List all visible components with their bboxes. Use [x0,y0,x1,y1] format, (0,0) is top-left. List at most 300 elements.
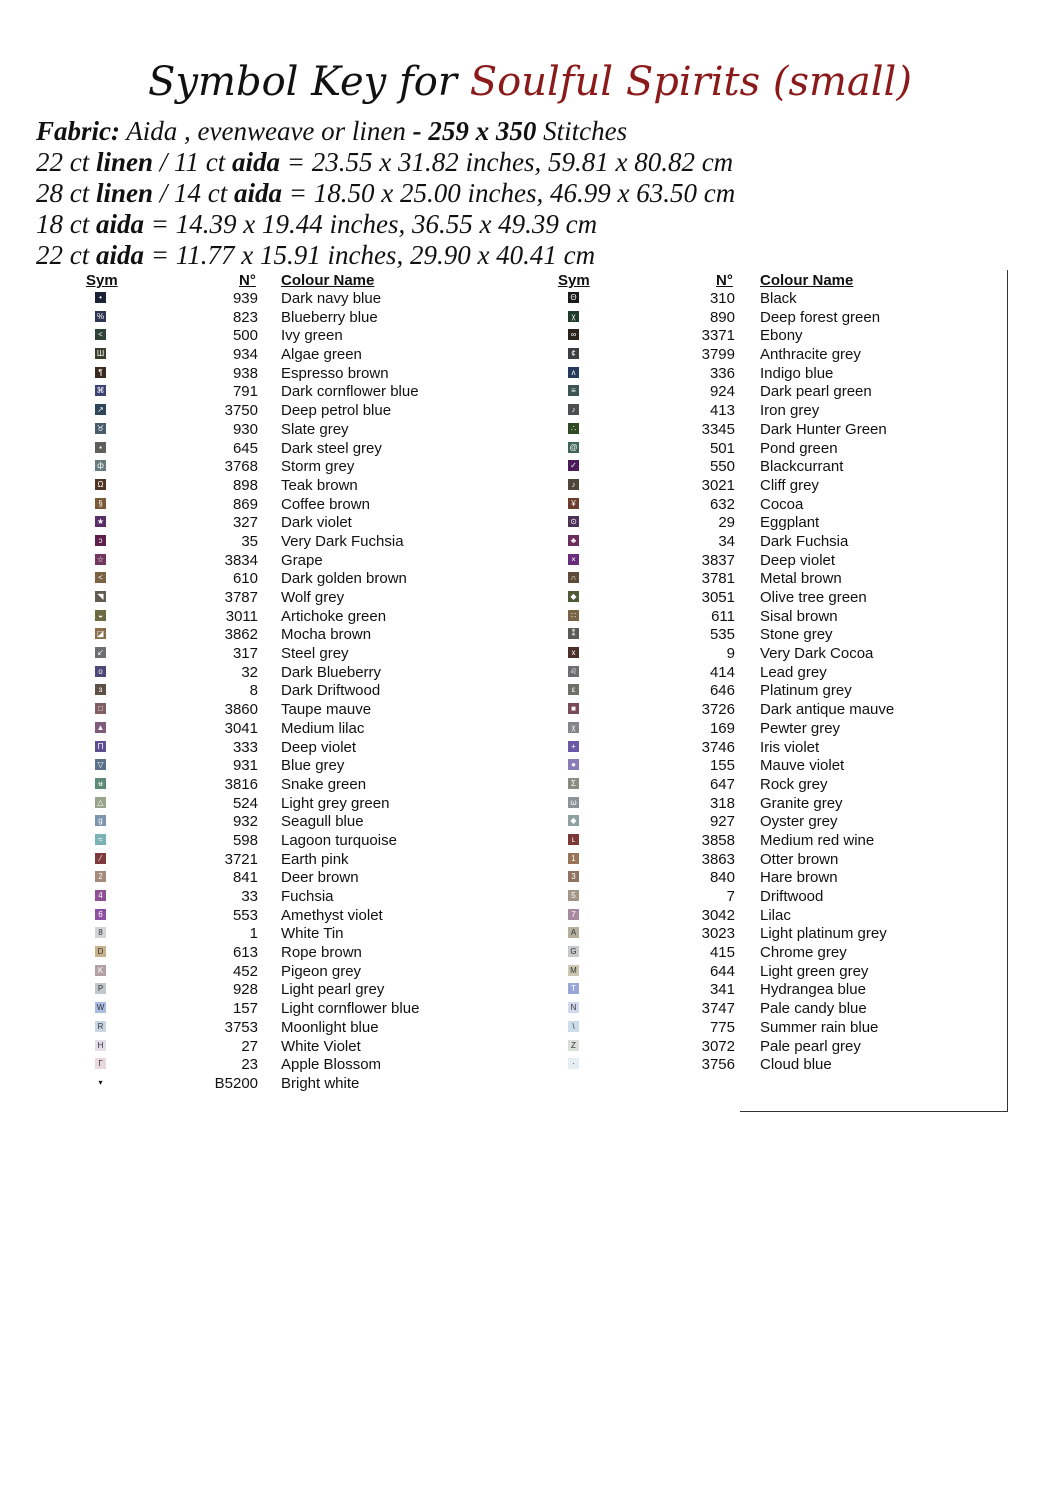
colour-name: Lagoon turquoise [281,831,397,849]
thread-number: 3858 [701,831,735,849]
symbol-swatch: ◒ [95,610,106,621]
count-mid: / 11 ct [153,147,233,177]
thread-number: 3721 [224,850,258,868]
colour-name: Very Dark Fuchsia [281,532,404,550]
thread-number: 3860 [224,701,258,719]
colour-name: Dark Blueberry [281,663,382,681]
symbol-swatch: ⁑ [568,628,579,639]
table-row [0,739,500,758]
thread-number: 890 [709,308,735,326]
table-row [0,925,500,944]
colour-name: Ivy green [281,327,343,345]
table-row [520,346,1000,365]
symbol-swatch: ω [568,797,579,808]
title-lead: Symbol Key for [148,59,457,105]
thread-number: 931 [232,757,258,775]
symbol-swatch: ¶ [95,367,106,378]
count-line [36,147,1036,178]
thread-number: 938 [232,364,258,382]
table-row [0,813,500,832]
colour-name: Light grey green [281,794,390,812]
symbol-swatch: D [95,946,106,957]
table-row [520,533,1000,552]
colour-name: Pale pearl grey [760,1037,861,1055]
colour-name: Blackcurrant [760,458,844,476]
table-row [520,851,1000,870]
symbol-swatch: 6 [95,909,106,920]
table-row [520,383,1000,402]
colour-name: Slate grey [281,420,349,438]
colour-name: Chrome grey [760,944,847,962]
colour-name: Amethyst violet [281,906,383,924]
table-row [520,701,1000,720]
colour-name: Earth pink [281,850,349,868]
symbol-swatch: ◆ [568,591,579,602]
fabric-info [36,116,1036,271]
colour-name: Coffee brown [281,495,370,513]
border-line [1007,270,1008,1112]
symbol-swatch: 4 [95,890,106,901]
thread-number: 869 [232,495,258,513]
colour-name: Metal brown [760,570,842,588]
symbol-swatch: ʉ [95,778,106,789]
colour-name: Dark antique mauve [760,701,895,719]
table-row [0,327,500,346]
table-row [0,421,500,440]
colour-name: Cocoa [760,495,804,513]
symbol-swatch: ■ [568,703,579,714]
table-row [0,682,500,701]
table-row [520,570,1000,589]
thread-number: 29 [718,514,735,532]
symbol-swatch: ¢ [568,348,579,359]
table-row [0,346,500,365]
colour-name: Storm grey [281,458,355,476]
symbol-swatch: □ [95,703,106,714]
colour-name: Cloud blue [760,1056,832,1074]
table-row [0,981,500,1000]
colour-name: Driftwood [760,888,824,905]
count-bold: linen [96,147,154,177]
colour-name: Otter brown [760,850,839,868]
colour-name: Deep petrol blue [281,402,392,420]
thread-number: 775 [709,1018,735,1036]
thread-number: 3042 [701,906,735,924]
thread-number: 35 [241,532,258,550]
table-row [0,458,500,477]
symbol-swatch: ɔ [95,535,106,546]
table-row [520,776,1000,795]
colour-name: Anthracite grey [760,346,861,364]
table-row [520,682,1000,701]
thread-number: 3747 [701,1000,735,1018]
symbol-swatch: 2 [95,871,106,882]
thread-number: 823 [232,308,258,326]
thread-number: 927 [709,813,735,831]
thread-number: 647 [709,775,735,793]
symbol-swatch: 5 [568,890,579,901]
symbol-swatch: x [568,647,579,658]
colour-name: Blue grey [281,757,345,775]
table-row [520,664,1000,683]
thread-number: 553 [232,906,258,924]
symbol-swatch: χ [568,311,579,322]
table-row [0,365,500,384]
table-row [520,1019,1000,1038]
colour-name: Fuchsia [281,888,334,905]
table-row [520,290,1000,309]
table-row [520,757,1000,776]
colour-name: Bright white [281,1074,360,1092]
colour-name: Medium red wine [760,831,875,849]
thread-number: 318 [709,794,735,812]
symbol-swatch: T [568,983,579,994]
colour-name: Deer brown [281,869,359,887]
table-row [0,776,500,795]
thread-number: 928 [232,981,258,999]
colour-name: Mauve violet [760,757,845,775]
symbol-swatch: < [95,329,106,340]
table-row [520,514,1000,533]
symbol-swatch: ▲ [96,722,105,732]
colour-name: White Tin [281,925,344,943]
table-row [0,869,500,888]
count-pre: 18 ct [36,209,96,239]
thread-number: 3768 [224,458,258,476]
table-row [520,589,1000,608]
count-mid: / 14 ct [153,178,235,208]
thread-number: 9 [726,645,735,663]
colour-name: Light green grey [760,962,869,980]
count-bold: aida [234,178,283,208]
thread-number: 644 [709,962,735,980]
colour-name: Teak brown [281,476,358,494]
symbol-swatch: · [568,1058,579,1069]
symbol-swatch: P [95,983,106,994]
thread-number: 3023 [701,925,735,943]
count-line [36,178,1036,209]
header-colour-name-left: Colour Name [281,272,375,289]
thread-number: 3021 [701,476,735,494]
colour-name: Lilac [760,906,791,924]
table-row [520,832,1000,851]
thread-number: 791 [232,383,258,401]
symbol-swatch: 1 [568,853,579,864]
colour-name: Eggplant [760,514,820,532]
table-row [520,365,1000,384]
symbol-swatch: W [96,1003,105,1013]
symbol-swatch: ♪ [568,479,579,490]
table-row [520,458,1000,477]
symbol-swatch: ▾ [95,1077,106,1088]
colour-name: Dark pearl green [760,383,872,401]
colour-name: Summer rain blue [760,1018,879,1036]
thread-number: 841 [232,869,258,887]
header-sym-left: Sym [86,272,118,289]
table-row [0,664,500,683]
symbol-swatch: H [95,1040,106,1051]
table-row [0,1000,500,1019]
symbol-swatch: Ω [95,479,106,490]
table-row [0,290,500,309]
symbol-swatch: △ [95,797,106,808]
thread-number: 317 [232,645,258,663]
symbol-swatch: < [95,572,106,583]
thread-number: 341 [709,981,735,999]
colour-name: Dark navy blue [281,290,382,307]
colour-name: Sisal brown [760,607,838,625]
fabric-dash: - [412,116,429,146]
fabric-types: Aida , evenweave or linen [120,116,413,146]
table-row [0,626,500,645]
thread-number: 3072 [701,1037,735,1055]
table-row [0,402,500,421]
symbol-swatch: ф [95,460,106,471]
colour-name: Lead grey [760,663,827,681]
fabric-label: Fabric: [36,116,120,146]
thread-number: 550 [709,458,735,476]
symbol-swatch: ʌ [568,367,579,378]
header-colour-name-right: Colour Name [760,272,854,289]
thread-number: 7 [726,888,735,905]
table-row [0,533,500,552]
colour-name: Moonlight blue [281,1018,379,1036]
table-row [0,589,500,608]
colour-name: Deep violet [760,551,836,569]
colour-name: Dark golden brown [281,570,407,588]
table-row [0,309,500,328]
count-size: = 14.39 x 19.44 inches, 36.55 x 49.39 cm [144,209,598,239]
thread-number: 3011 [225,607,258,625]
table-row [520,1056,1000,1075]
symbol-swatch: Π [95,741,106,752]
table-row [0,1056,500,1075]
count-line [36,209,1036,240]
symbol-swatch: ♪ [568,404,579,415]
colour-name: Ebony [760,327,803,345]
symbol-swatch: ≡ [568,385,579,396]
thread-number: 645 [232,439,258,457]
colour-name: Very Dark Cocoa [760,645,874,663]
symbol-swatch: Z [568,1040,579,1051]
colour-name: Cliff grey [760,476,819,494]
table-row [0,851,500,870]
symbol-swatch: R [95,1021,106,1032]
table-row [0,832,500,851]
symbol-swatch: ♌ [569,666,578,676]
thread-number: 33 [241,888,258,905]
fabric-unit: Stitches [536,116,628,146]
thread-number: 632 [709,495,735,513]
table-row [520,496,1000,515]
symbol-swatch: ☆ [96,554,105,564]
symbol-swatch: ε [568,684,579,695]
border-line [740,1111,1008,1112]
count-bold: linen [96,178,154,208]
table-row [0,944,500,963]
thread-number: 34 [718,532,735,550]
symbol-swatch: 7 [568,909,579,920]
symbol-swatch: @ [569,442,578,452]
symbol-swatch: ✓ [568,460,579,471]
table-row [520,907,1000,926]
symbol-swatch: χ [568,722,579,733]
count-pre: 22 ct [36,240,96,270]
colour-name: Hare brown [760,869,838,887]
fabric-size: 259 x 350 [428,116,537,146]
colour-name: Black [760,290,797,307]
thread-number: 3746 [701,738,735,756]
count-bold: aida [96,240,145,270]
table-row [520,981,1000,1000]
colour-name: Platinum grey [760,682,852,700]
symbol-swatch: + [568,741,579,752]
header-number-right: N° [716,272,733,289]
thread-number: 333 [232,738,258,756]
symbol-swatch: % [96,311,105,321]
thread-number: 646 [709,682,735,700]
colour-name: Stone grey [760,626,833,644]
symbol-swatch: \ [568,1021,579,1032]
symbol-swatch: Σ [568,778,579,789]
symbol-swatch: G [568,946,579,957]
colour-name: Snake green [281,775,367,793]
count-size: = 18.50 x 25.00 inches, 46.99 x 63.50 cm [282,178,736,208]
table-row [0,701,500,720]
symbol-swatch: ɜ [95,684,106,695]
table-row [520,888,1000,907]
thread-number: 3837 [701,551,735,569]
thread-number: 27 [241,1037,258,1055]
thread-number: 3750 [224,402,258,420]
thread-number: 501 [709,439,735,457]
thread-number: 3726 [701,701,735,719]
table-row [0,1019,500,1038]
symbol-swatch: M [568,965,579,976]
thread-number: 898 [232,476,258,494]
thread-number: 310 [709,290,735,307]
thread-number: 3787 [224,589,258,606]
colour-name: Taupe mauve [281,701,372,719]
count-size: = 11.77 x 15.91 inches, 29.90 x 40.41 cm [144,240,596,270]
symbol-swatch: ⁄ [95,853,106,864]
colour-name: Algae green [281,346,362,364]
symbol-swatch: Г [95,1058,106,1069]
table-row [520,608,1000,627]
symbol-swatch: ∩ [568,572,579,583]
thread-number: 3345 [701,420,735,438]
colour-name: Wolf grey [281,589,345,606]
colour-name: Oyster grey [760,813,838,831]
colour-name: Dark violet [281,514,352,532]
table-row [520,309,1000,328]
thread-number: 157 [232,1000,258,1018]
table-row [0,888,500,907]
colour-name: Pond green [760,439,838,457]
table-row [520,552,1000,571]
thread-number: 8 [249,682,258,700]
symbol-swatch: 8 [95,927,106,938]
symbol-swatch: § [95,498,106,509]
table-row [520,440,1000,459]
table-row [520,869,1000,888]
count-line [36,240,1036,271]
table-row [520,963,1000,982]
thread-number: 3041 [224,719,258,737]
colour-name: Pewter grey [760,719,841,737]
page-title [0,52,1060,112]
table-row [0,757,500,776]
symbol-swatch: ⌘ [96,386,105,396]
table-row [520,626,1000,645]
table-row [520,645,1000,664]
symbol-swatch: ◆ [568,815,579,826]
colour-name: Dark steel grey [281,439,382,457]
table-row [0,907,500,926]
thread-number: 23 [241,1056,258,1074]
symbol-swatch: ↗ [95,404,106,415]
thread-number: 924 [709,383,735,401]
symbol-swatch: • [95,292,106,303]
symbol-swatch: ♉ [96,423,105,433]
table-row [520,944,1000,963]
table-row [520,795,1000,814]
symbol-swatch: ≈ [95,834,106,845]
table-row [520,720,1000,739]
table-row [0,720,500,739]
thread-number: 3781 [701,570,735,588]
thread-number: 1 [249,925,258,943]
thread-number: 932 [232,813,258,831]
table-row [0,1075,500,1094]
table-row [0,608,500,627]
colour-name: Indigo blue [760,364,834,382]
symbol-swatch: ◪ [96,629,105,639]
thread-number: 3862 [224,626,258,644]
table-row [0,496,500,515]
table-row [520,925,1000,944]
colour-name: Seagull blue [281,813,364,831]
thread-number: 3863 [701,850,735,868]
thread-number: 930 [232,420,258,438]
thread-number: 598 [232,831,258,849]
colour-name: Espresso brown [281,364,389,382]
thread-number: 524 [232,794,258,812]
thread-number: 840 [709,869,735,887]
thread-number: 500 [232,327,258,345]
table-row [0,1038,500,1057]
symbol-swatch: Ш [96,349,105,359]
thread-number: 414 [709,663,735,681]
thread-number: 3834 [224,551,258,569]
thread-number: 611 [711,607,735,625]
colour-name: Dark Fuchsia [760,532,849,550]
colour-name: Granite grey [760,794,843,812]
table-row [0,477,500,496]
table-row [520,1000,1000,1019]
title-pattern-name: Soulful Spirits (small) [469,59,912,105]
symbol-swatch: ♣ [568,535,579,546]
fabric-line [36,116,1036,147]
colour-name: Olive tree green [760,589,867,606]
thread-number: 415 [709,944,735,962]
colour-name: Apple Blossom [281,1056,382,1074]
colour-name: Light platinum grey [760,925,887,943]
thread-number: 3753 [224,1018,258,1036]
colour-name: Blueberry blue [281,308,378,326]
colour-name: Iris violet [760,738,820,756]
count-size: = 23.55 x 31.82 inches, 59.81 x 80.82 cm [280,147,734,177]
